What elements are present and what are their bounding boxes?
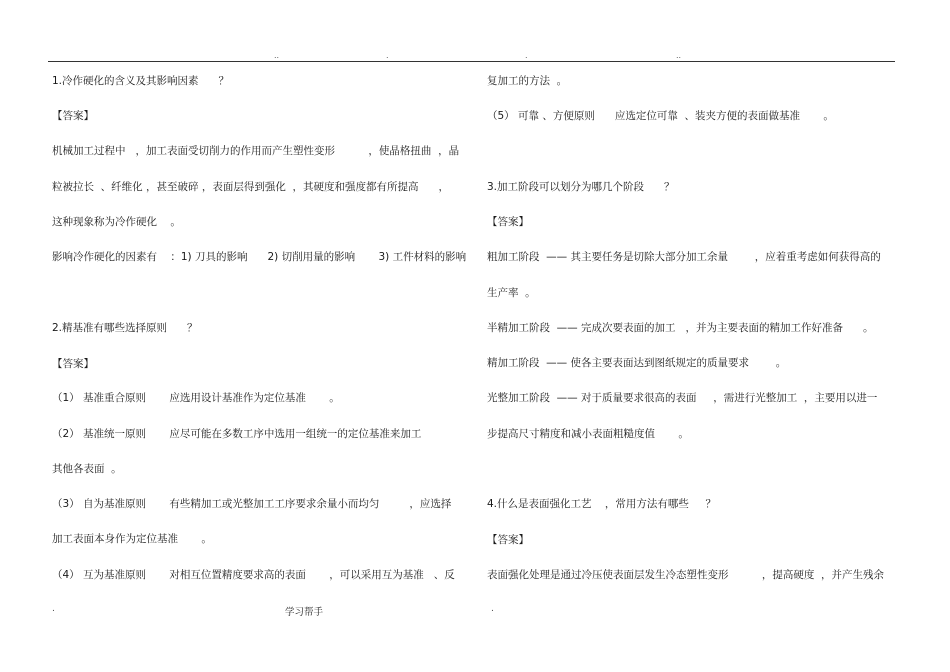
question-3-title: 3.加工阶段可以划分为哪几个阶段 ？ [487,181,675,193]
answer-text-line: （4） 互为基准原则 对相互位置精度要求高的表面 ，可以采用互为基准 、反 [52,569,455,581]
header-mark: .. [274,51,280,60]
answer-text-line: 粒被拉长 、纤维化 ，甚至破碎 ，表面层得到强化 ，其硬度和强度都有所提高 ， [52,181,450,193]
answer-text-line: 步提高尺寸精度和减小表面粗糙度值 。 [487,428,689,440]
answer-text-line: 其他各表面 。 [52,463,122,475]
answer-text-line: 光整加工阶段 —— 对于质量要求很高的表面 ，需进行光整加工 ，主要用以进一 [487,392,878,404]
answer-text-line: （3） 自为基准原则 有些精加工或光整加工工序要求余量小而均匀 ，应选择 [52,498,452,510]
footer-dot: . [491,604,494,614]
answer-label: 【答案】 [52,110,94,122]
answer-text-line: （2） 基准统一原则 应尽可能在多数工序中选用一组统一的定位基准来加工 [52,428,422,440]
footer-dot: . [52,604,55,614]
answer-text-line: 表面强化处理是通过冷压使表面层发生冷态塑性变形 ，提高硬度 ，并产生残余 [487,569,885,581]
answer-text-line: 复加工的方法 。 [487,75,568,87]
answer-text-line: 粗加工阶段 —— 其主要任务是切除大部分加工余量 ，应着重考虑如何获得高的 [487,251,881,263]
answer-label: 【答案】 [487,216,529,228]
answer-text-line: 影响冷作硬化的因素有 ：1) 刀具的影响 2) 切削用量的影响 3) 工件材料的影响 [52,251,467,263]
answer-text-line: （1） 基准重合原则 应选用设计基准作为定位基准 。 [52,392,340,404]
footer-text: 学习帮手 [285,607,324,618]
header-mark: . [386,51,389,60]
answer-text-line: 这种现象称为冷作硬化 。 [52,216,181,228]
question-1-title: 1.冷作硬化的含义及其影响因素 ？ [52,75,230,87]
answer-text-line: 加工表面本身作为定位基准 。 [52,533,212,545]
header-mark: . [525,51,528,60]
question-2-title: 2.精基准有哪些选择原则 ？ [52,322,198,334]
header-mark: .. [676,51,682,60]
answer-label: 【答案】 [487,534,529,546]
header-rule [48,61,895,62]
question-4-title: 4.什么是表面强化工艺 ，常用方法有哪些 ？ [487,498,717,510]
answer-text-line: 生产率 。 [487,287,536,299]
answer-text-line: 半精加工阶段 —— 完成次要表面的加工 ，并为主要表面的精加工作好准备 。 [487,322,874,334]
answer-text-line: 精加工阶段 —— 使各主要表面达到图纸规定的质量要求 。 [487,357,787,369]
answer-label: 【答案】 [52,358,94,370]
answer-text-line: 机械加工过程中 ，加工表面受切削力的作用而产生塑性变形 ，使晶格扭曲 ，晶 [52,145,460,157]
answer-text-line: （5） 可靠 、方便原则 应选定位可靠 、装夹方便的表面做基准 。 [487,110,834,122]
